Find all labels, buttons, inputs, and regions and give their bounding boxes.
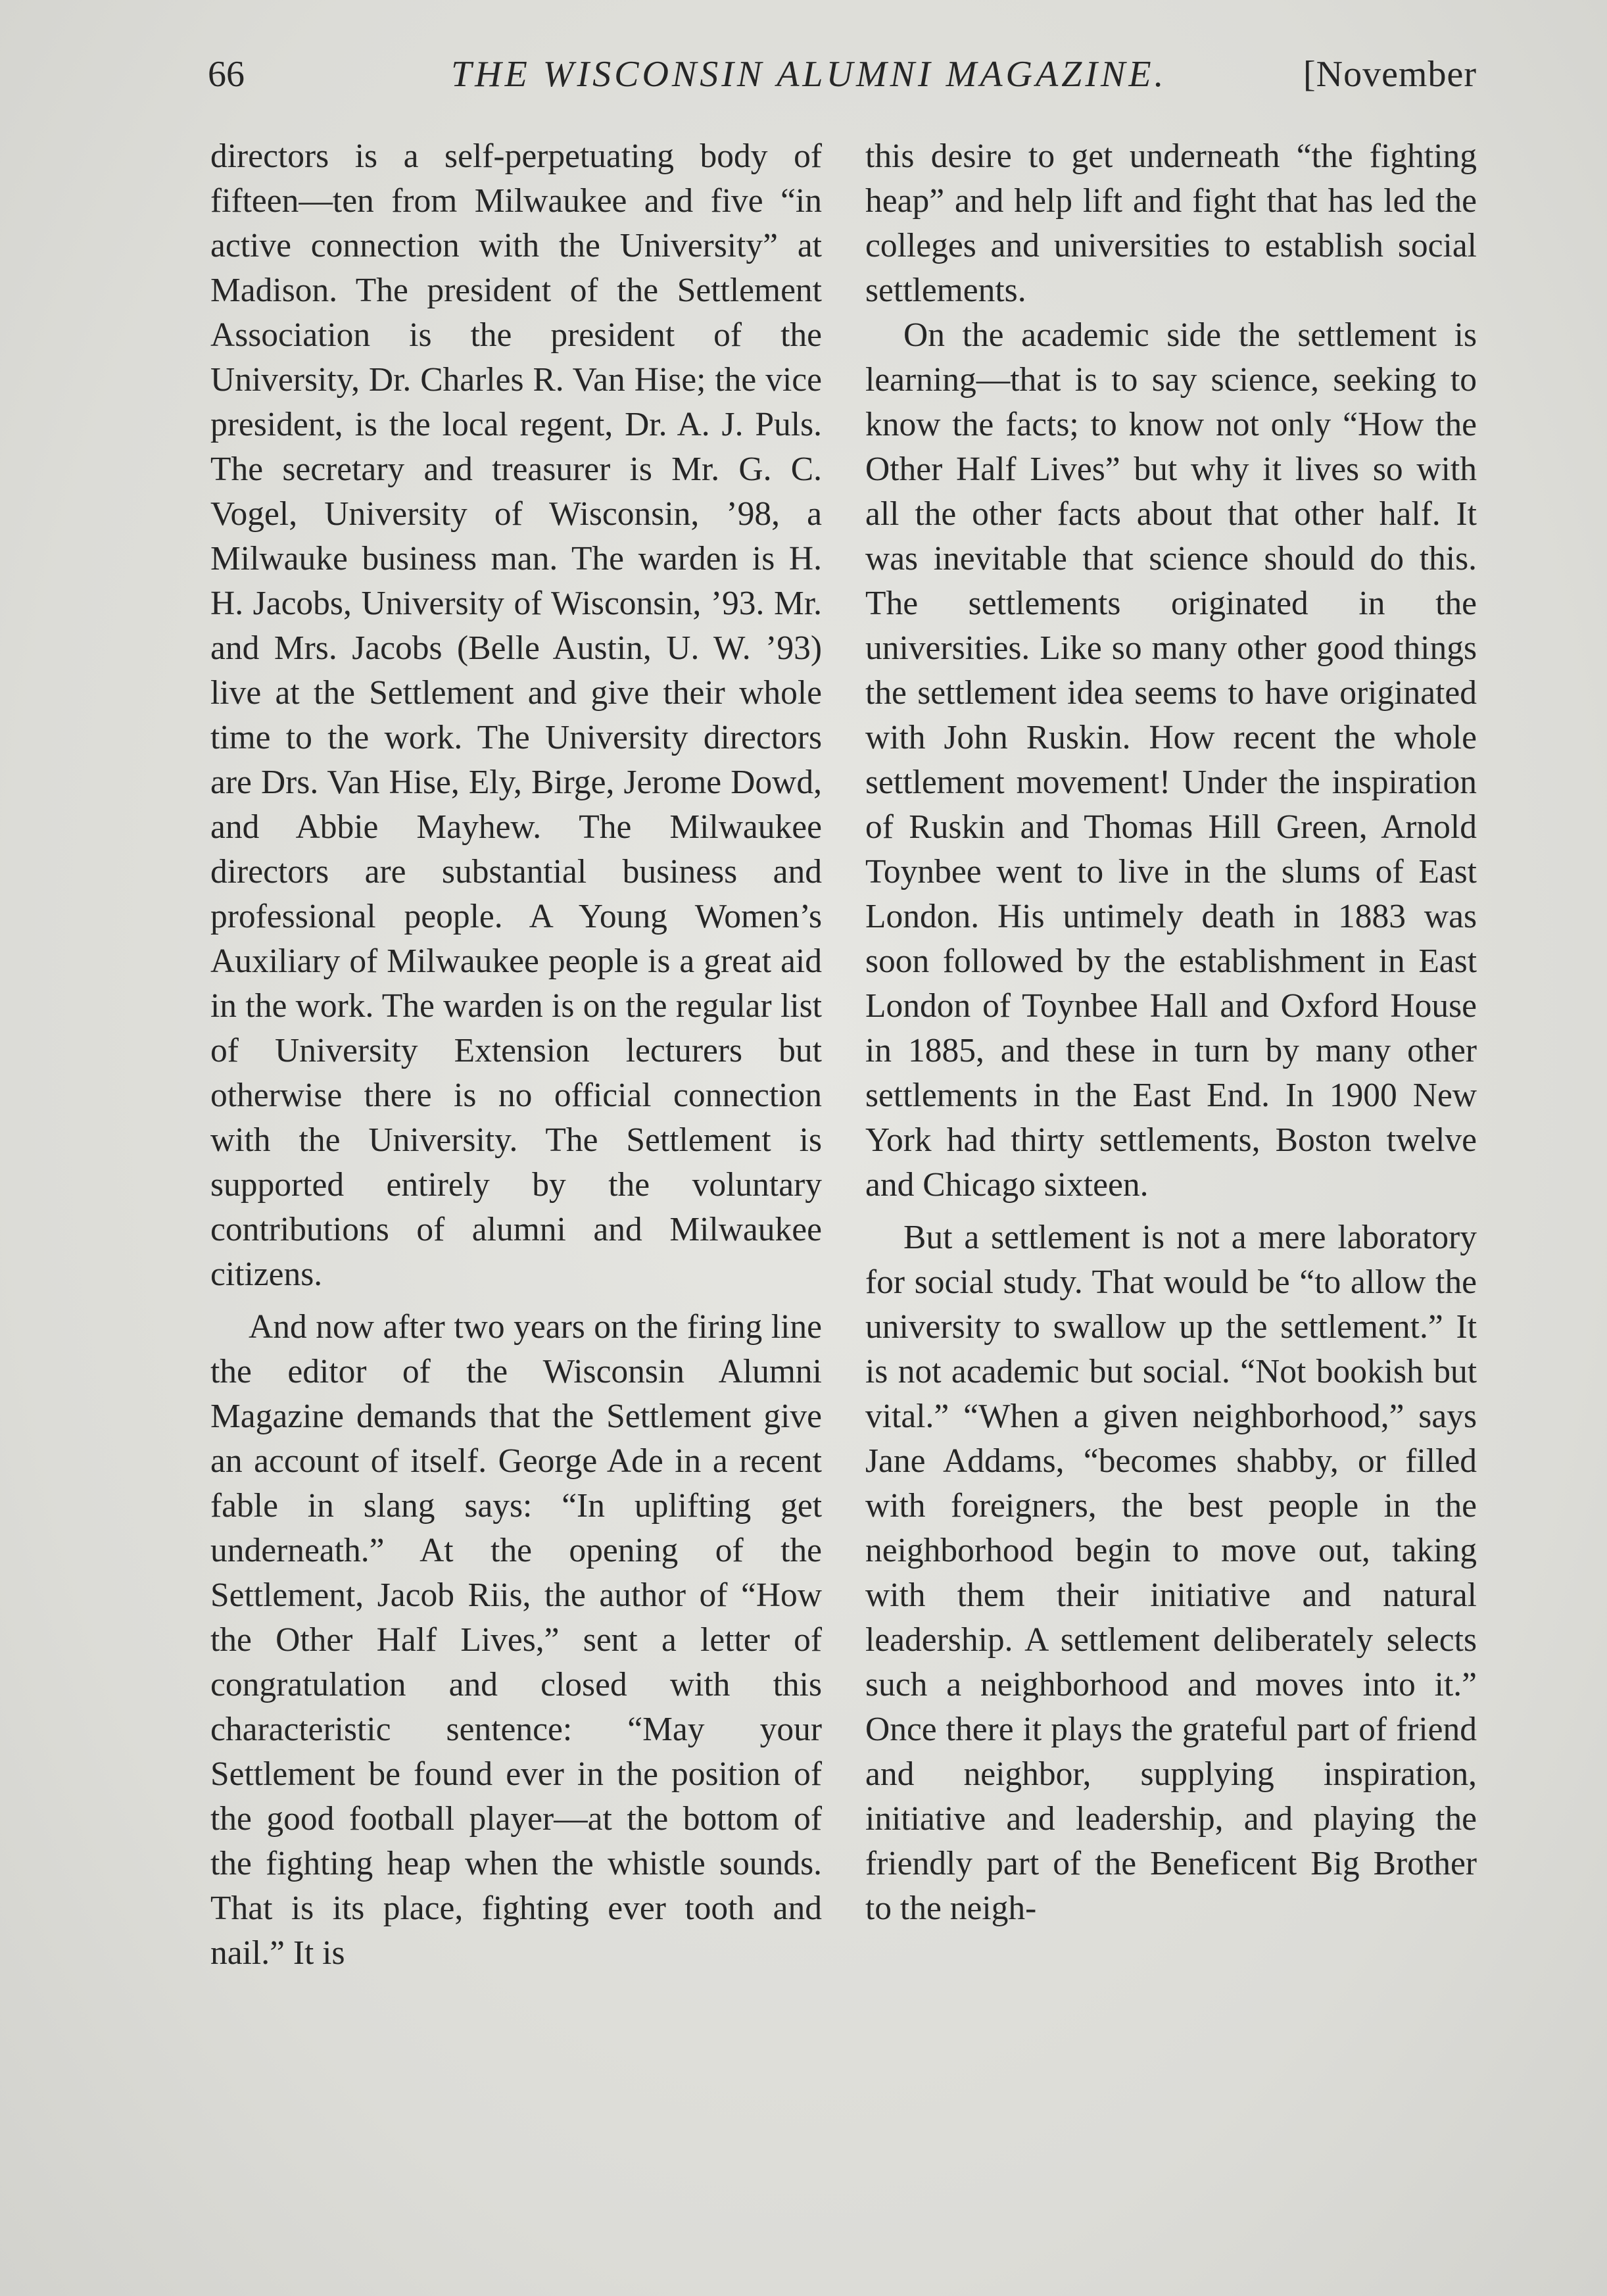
paragraph: directors is a self-perpetuating body of fifteen—ten from Milwaukee and five “in active connection with the University” at Madison. The president of the Settlement Association is the president of the University, Dr. Charles R. Van Hise; the vice president, is the local regent, Dr. A. J. Puls. The secretary and treasurer is Mr. G. C. Vogel, University of Wisconsin, ’98, a Milwauke business man. The warden is H. H. Jacobs, University of Wisconsin, ’93. Mr. and Mrs. Jacobs (Belle Austin, U. W. ’93) live at the Settlement and give their whole time to the work. The University directors are Drs. Van Hise, Ely, Birge, Jerome Dowd, and Abbie Mayhew. The Milwaukee directors are substantial business and professional people. A Young Women’s Auxiliary of Milwaukee people is a great aid in the work. The warden is on the regular list of University Extension lecturers but otherwise there is no official connection with the University. The Settlement is supported entirely by the voluntary contributions of alumni and Milwaukee citizens. [210, 137, 822, 1293]
paragraph: But a settlement is not a mere laboratory for social study. That would be “to allow the university to swallow up the settlement.” It is not academic but social. “Not bookish but vital.” “When a given neighborhood,” says Jane Addams, “becomes shabby, or filled with foreigners, the best people in the neighborhood begin to move out, taking with them their initiative and natural leadership. A settlement deliberately selects such a neighborhood and moves into it.” Once there it plays the grateful part of friend and neighbor, supplying inspiration, initiative and leadership, and playing the friendly part of the Beneficent Big Brother to the neigh- [865, 1219, 1477, 1927]
paragraph: And now after two years on the firing line the editor of the Wisconsin Alumni Magazine demands that the Settlement give an account of itself. George Ade in a recent fable in slang says: “In uplifting get underneath.” At the opening of the Settlement, Jacob Riis, the author of “How the Other Half Lives,” sent a letter of congratulation and closed with this characteristic sentence: “May your Settlement be found ever in the position of the good football player—at the bottom of the fighting heap when the whistle sounds. That is its place, fighting ever tooth and nail.” It is [210, 1308, 822, 1972]
paragraph: On the academic side the settlement is learning—that is to say science, seeking to know the facts; to know not only “How the Other Half Lives” but why it lives so with all the other facts about that other half. It was inevitable that science should do this. The settlements originated in the universities. Like so many other good things the settlement idea seems to have originated with John Ruskin. How recent the whole settlement movement! Under the inspiration of Ruskin and Thomas Hill Green, Arnold Toynbee went to live in the slums of East London. His untimely death in 1883 was soon followed by the establishment in East London of Toynbee Hall and Oxford House in 1885, and these in turn by many other settlements in the East End. In 1900 New York had thirty settlements, Boston twelve and Chicago sixteen. [865, 316, 1477, 1204]
right-column [865, 134, 1477, 1931]
page-number: 66 [208, 54, 245, 95]
left-column [210, 134, 822, 1976]
running-title: THE WISCONSIN ALUMNI MAGAZINE. [451, 54, 1167, 95]
paragraph: this desire to get underneath “the fighting heap” and help lift and fight that has led the colleges and universities to establish social settlements. [865, 137, 1477, 309]
issue-month: [November [1303, 54, 1477, 95]
page-header [208, 51, 1477, 97]
